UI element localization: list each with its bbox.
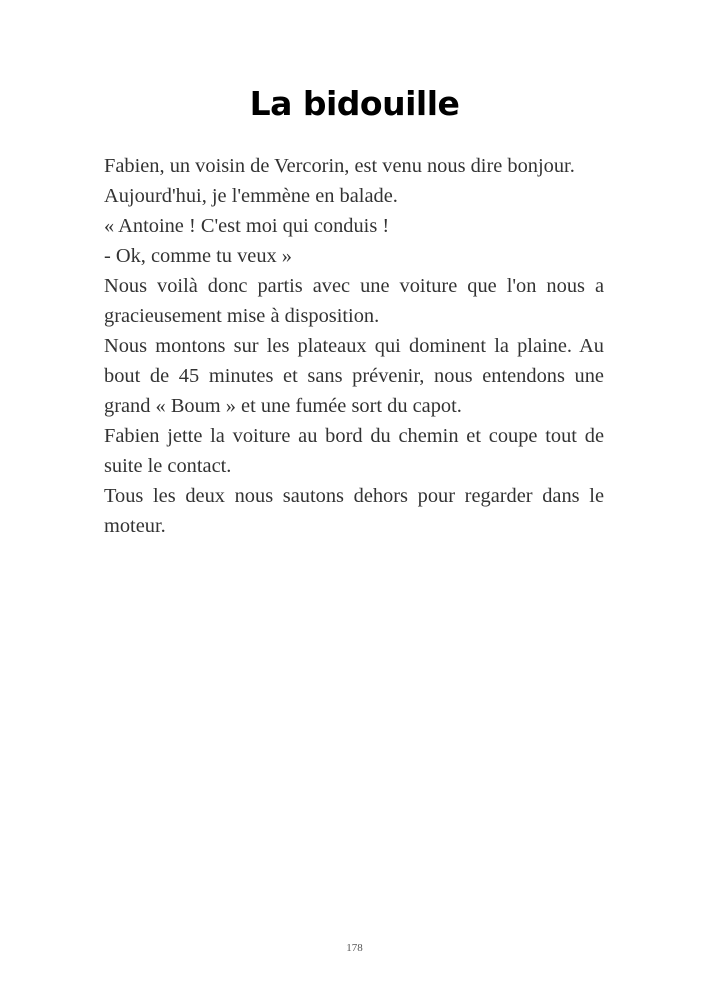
- paragraph: Tous les deux nous sautons dehors pour regarder dans le moteur.: [104, 485, 604, 537]
- paragraph: Fabien, un voisin de Vercorin, est venu nous dire bonjour.: [104, 155, 575, 177]
- paragraph: Fabien jette la voiture au bord du chemin et coupe tout de suite le contact.: [104, 425, 604, 477]
- paragraph: Aujourd'hui, je l'emmène en balade.: [104, 185, 398, 207]
- paragraph: « Antoine ! C'est moi qui conduis !: [104, 215, 390, 237]
- chapter-body: [104, 151, 604, 541]
- paragraph: Nous montons sur les plateaux qui dominent la plaine. Au bout de 45 minutes et sans prévenir, nous entendons une grand « Boum » et une fumée sort du capot.: [104, 335, 604, 417]
- page-number: 178: [346, 942, 363, 954]
- paragraph: Nous voilà donc partis avec une voiture que l'on nous a gracieusement mise à disposition.: [104, 275, 604, 327]
- chapter-title: La bidouille: [249, 84, 460, 123]
- paragraph: - Ok, comme tu veux »: [104, 245, 293, 267]
